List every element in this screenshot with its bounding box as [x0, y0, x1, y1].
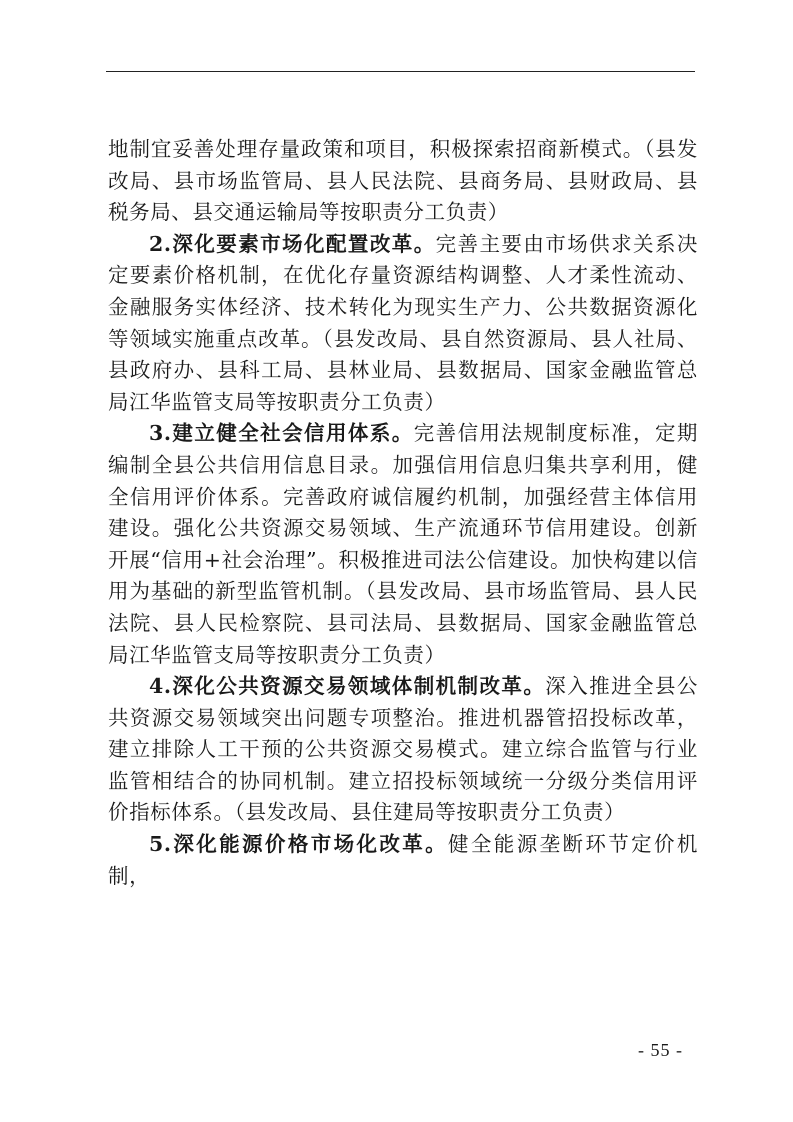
paragraph-item-2	[108, 229, 698, 419]
paragraph-item-3	[108, 418, 698, 671]
paragraph-body: 完善主要由市场供求关系决定要素价格机制，在优化存量资源结构调整、人才柔性流动、金融服务实体经济、技术转化为现实生产力、公共数据资源化等领域实施重点改革。（县发改局、县自然资源局、县人社局、县政府办、县科工局、县林业局、县数据局、国家金融监管总局江华监管支局等按职责分工负责）	[108, 231, 698, 414]
paragraph-body: 完善信用法规制度标准，定期编制全县公共信用信息目录。加强信用信息归集共享利用，健全信用评价体系。完善政府诚信履约机制，加强经营主体信用建设。强化公共资源交易领域、生产流通环节信用建设。创新开展“信用+社会治理”。积极推进司法公信建设。加快构建以信用为基础的新型监管机制。（县发改局、县市场监管局、县人民法院、县人民检察院、县司法局、县数据局、国家金融监管总局江华监管支局等按职责分工负责）	[108, 421, 698, 667]
header-rule	[106, 71, 695, 72]
paragraph-heading: 5.深化能源价格市场化改革。	[149, 832, 449, 857]
paragraph-heading: 3.建立健全社会信用体系。	[149, 421, 414, 446]
paragraph-body: 地制宜妥善处理存量政策和项目，积极探索招商新模式。（县发改局、县市场监管局、县人民法院、县商务局、县财政局、县税务局、县交通运输局等按职责分工负责）	[108, 137, 698, 225]
paragraph-item-5	[108, 829, 698, 892]
paragraph-heading: 2.深化要素市场化配置改革。	[149, 231, 436, 256]
paragraph-body: 健全能源垄断环节定价机制，	[108, 832, 698, 888]
page-number: - 55 -	[638, 1040, 683, 1060]
paragraph-item-4	[108, 671, 698, 829]
paragraph-continuation	[108, 134, 698, 229]
paragraph-body: 深入推进全县公共资源交易领域突出问题专项整治。推进机器管招投标改革，建立排除人工干预的公共资源交易模式。建立综合监管与行业监管相结合的协同机制。建立招投标领域统一分级分类信用评价指标体系。（县发改局、县住建局等按职责分工负责）	[108, 674, 698, 825]
paragraph-heading: 4.深化公共资源交易领域体制机制改革。	[149, 674, 546, 699]
document-body	[108, 134, 698, 892]
